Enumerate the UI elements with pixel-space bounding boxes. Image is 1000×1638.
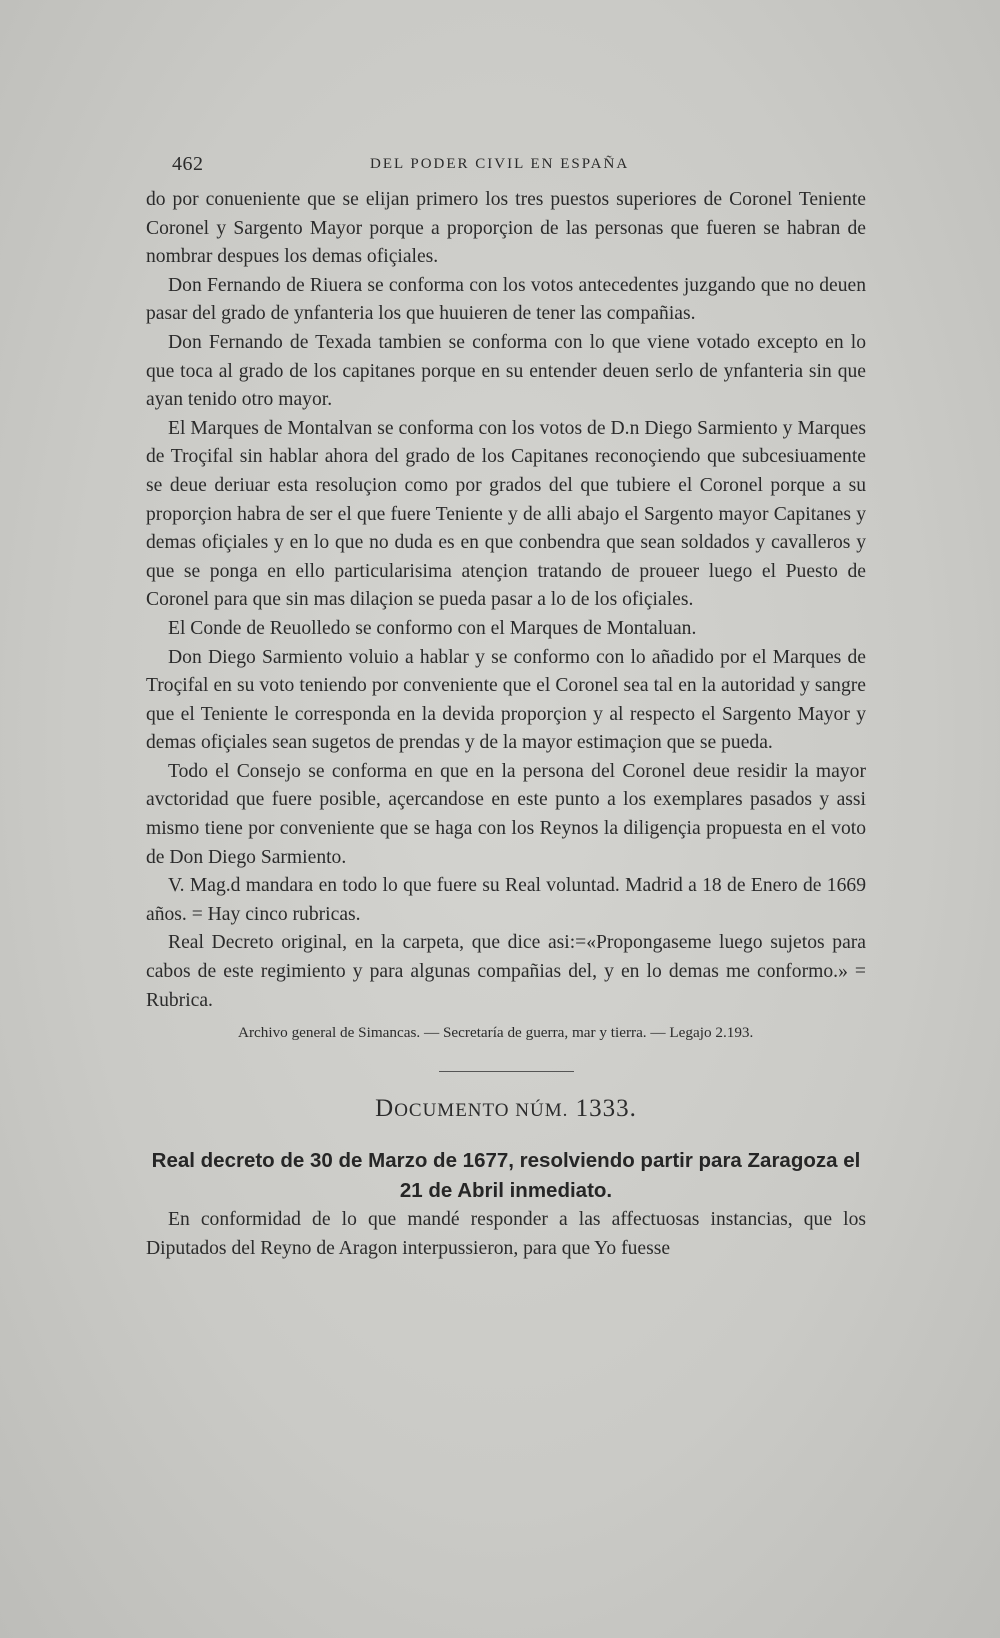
document-number: 1333.	[575, 1095, 637, 1123]
page-number: 462	[172, 153, 204, 175]
decree-title: Real decreto de 30 de Marzo de 1677, resolviendo partir para Zaragoza el 21 de Abril inmediato.	[151, 1149, 861, 1203]
paragraph: Don Fernando de Riuera se conforma con los votos antecedentes juzgando que no deuen pasar del grado de ynfanteria los que huuieren de tener las compañias.	[146, 274, 866, 325]
paragraph: Don Diego Sarmiento voluio a hablar y se conformo con lo añadido por el Marques de Troçifal en su voto teniendo por conveniente que el Coronel sea tal en la autoridad y sangre que el Teniente le corresponda en la devida proporçion y al respecto el Sargento Mayor y demas ofiçiales sean sugetos de prendas y de la mayor estimaçion que se pueda.	[146, 646, 866, 754]
paragraph: Real Decreto original, en la carpeta, que dice asi:=«Propongaseme luego sujetos para cabos de este regimiento y para algunas compañias del, y en lo demas me conformo.» = Rubrica.	[146, 932, 866, 1011]
running-head: DEL PODER CIVIL EN ESPAÑA	[370, 156, 630, 172]
page-header	[172, 153, 862, 179]
paragraph: V. Mag.d mandara en todo lo que fuere su Real voluntad. Madrid a 18 de Enero de 1669 años. = Hay cinco rubricas.	[146, 875, 866, 925]
section-divider	[439, 1071, 574, 1072]
paragraph: Don Fernando de Texada tambien se conforma con lo que viene votado excepto en lo que toca al grado de los capitanes porque en su entender deuen serlo de ynfanteria sin que ayan tenido otro mayor.	[146, 331, 866, 411]
paragraph: El Marques de Montalvan se conforma con los votos de D.n Diego Sarmiento y Marques de Troçifal sin hablar ahora del grado de los Capitanes reconoçiendo que subcesiuamente se deue deriuar esta resoluçion como por grados del que tubiere el Coronel porque a su proporçion habra de ser el que fuere Teniente y de alli abajo el Sargento mayor Capitanes y demas ofiçiales y en lo que no duda es en que conbendra que sean soldados y cavalleros y que se ponga en ello particularisima atençion tratando de proueer luego el Puesto de Coronel para que sin mas dilaçion se pueda pasar a lo de los ofiçiales.	[146, 417, 866, 611]
document-title-prefix: D	[375, 1095, 395, 1123]
document-title-smallcaps: OCUMENTO NÚM.	[394, 1100, 569, 1122]
decree-text: En conformidad de lo que mandé responder a las affectuosas instancias, que los Diputados del Reyno de Aragon interpussieron, para que Yo fuesse	[146, 1209, 866, 1259]
paragraph-continued: do por conueniente que se elijan primero los tres puestos superiores de Coronel Teniente Coronel y Sargento Mayor porque a proporçion de las personas que fueren se habran de nombrar despues los demas ofiçiales.	[146, 189, 866, 268]
page-body	[146, 186, 866, 1263]
paragraph: El Conde de Reuolledo se conformo con el Marques de Montaluan.	[168, 617, 697, 639]
archive-source-note: Archivo general de Simancas. — Secretaría de guerra, mar y tierra. — Legajo 2.193.	[238, 1024, 754, 1042]
paragraph: Todo el Consejo se conforma en que en la persona del Coronel deue residir la mayor avctoridad que fuere posible, açercandose en este punto a los exemplares pasados y assi mismo tiene por conveniente que se haga con los Reynos la diligençia propuesta en el voto de Don Diego Sarmiento.	[146, 760, 866, 868]
document-title	[146, 1092, 866, 1128]
